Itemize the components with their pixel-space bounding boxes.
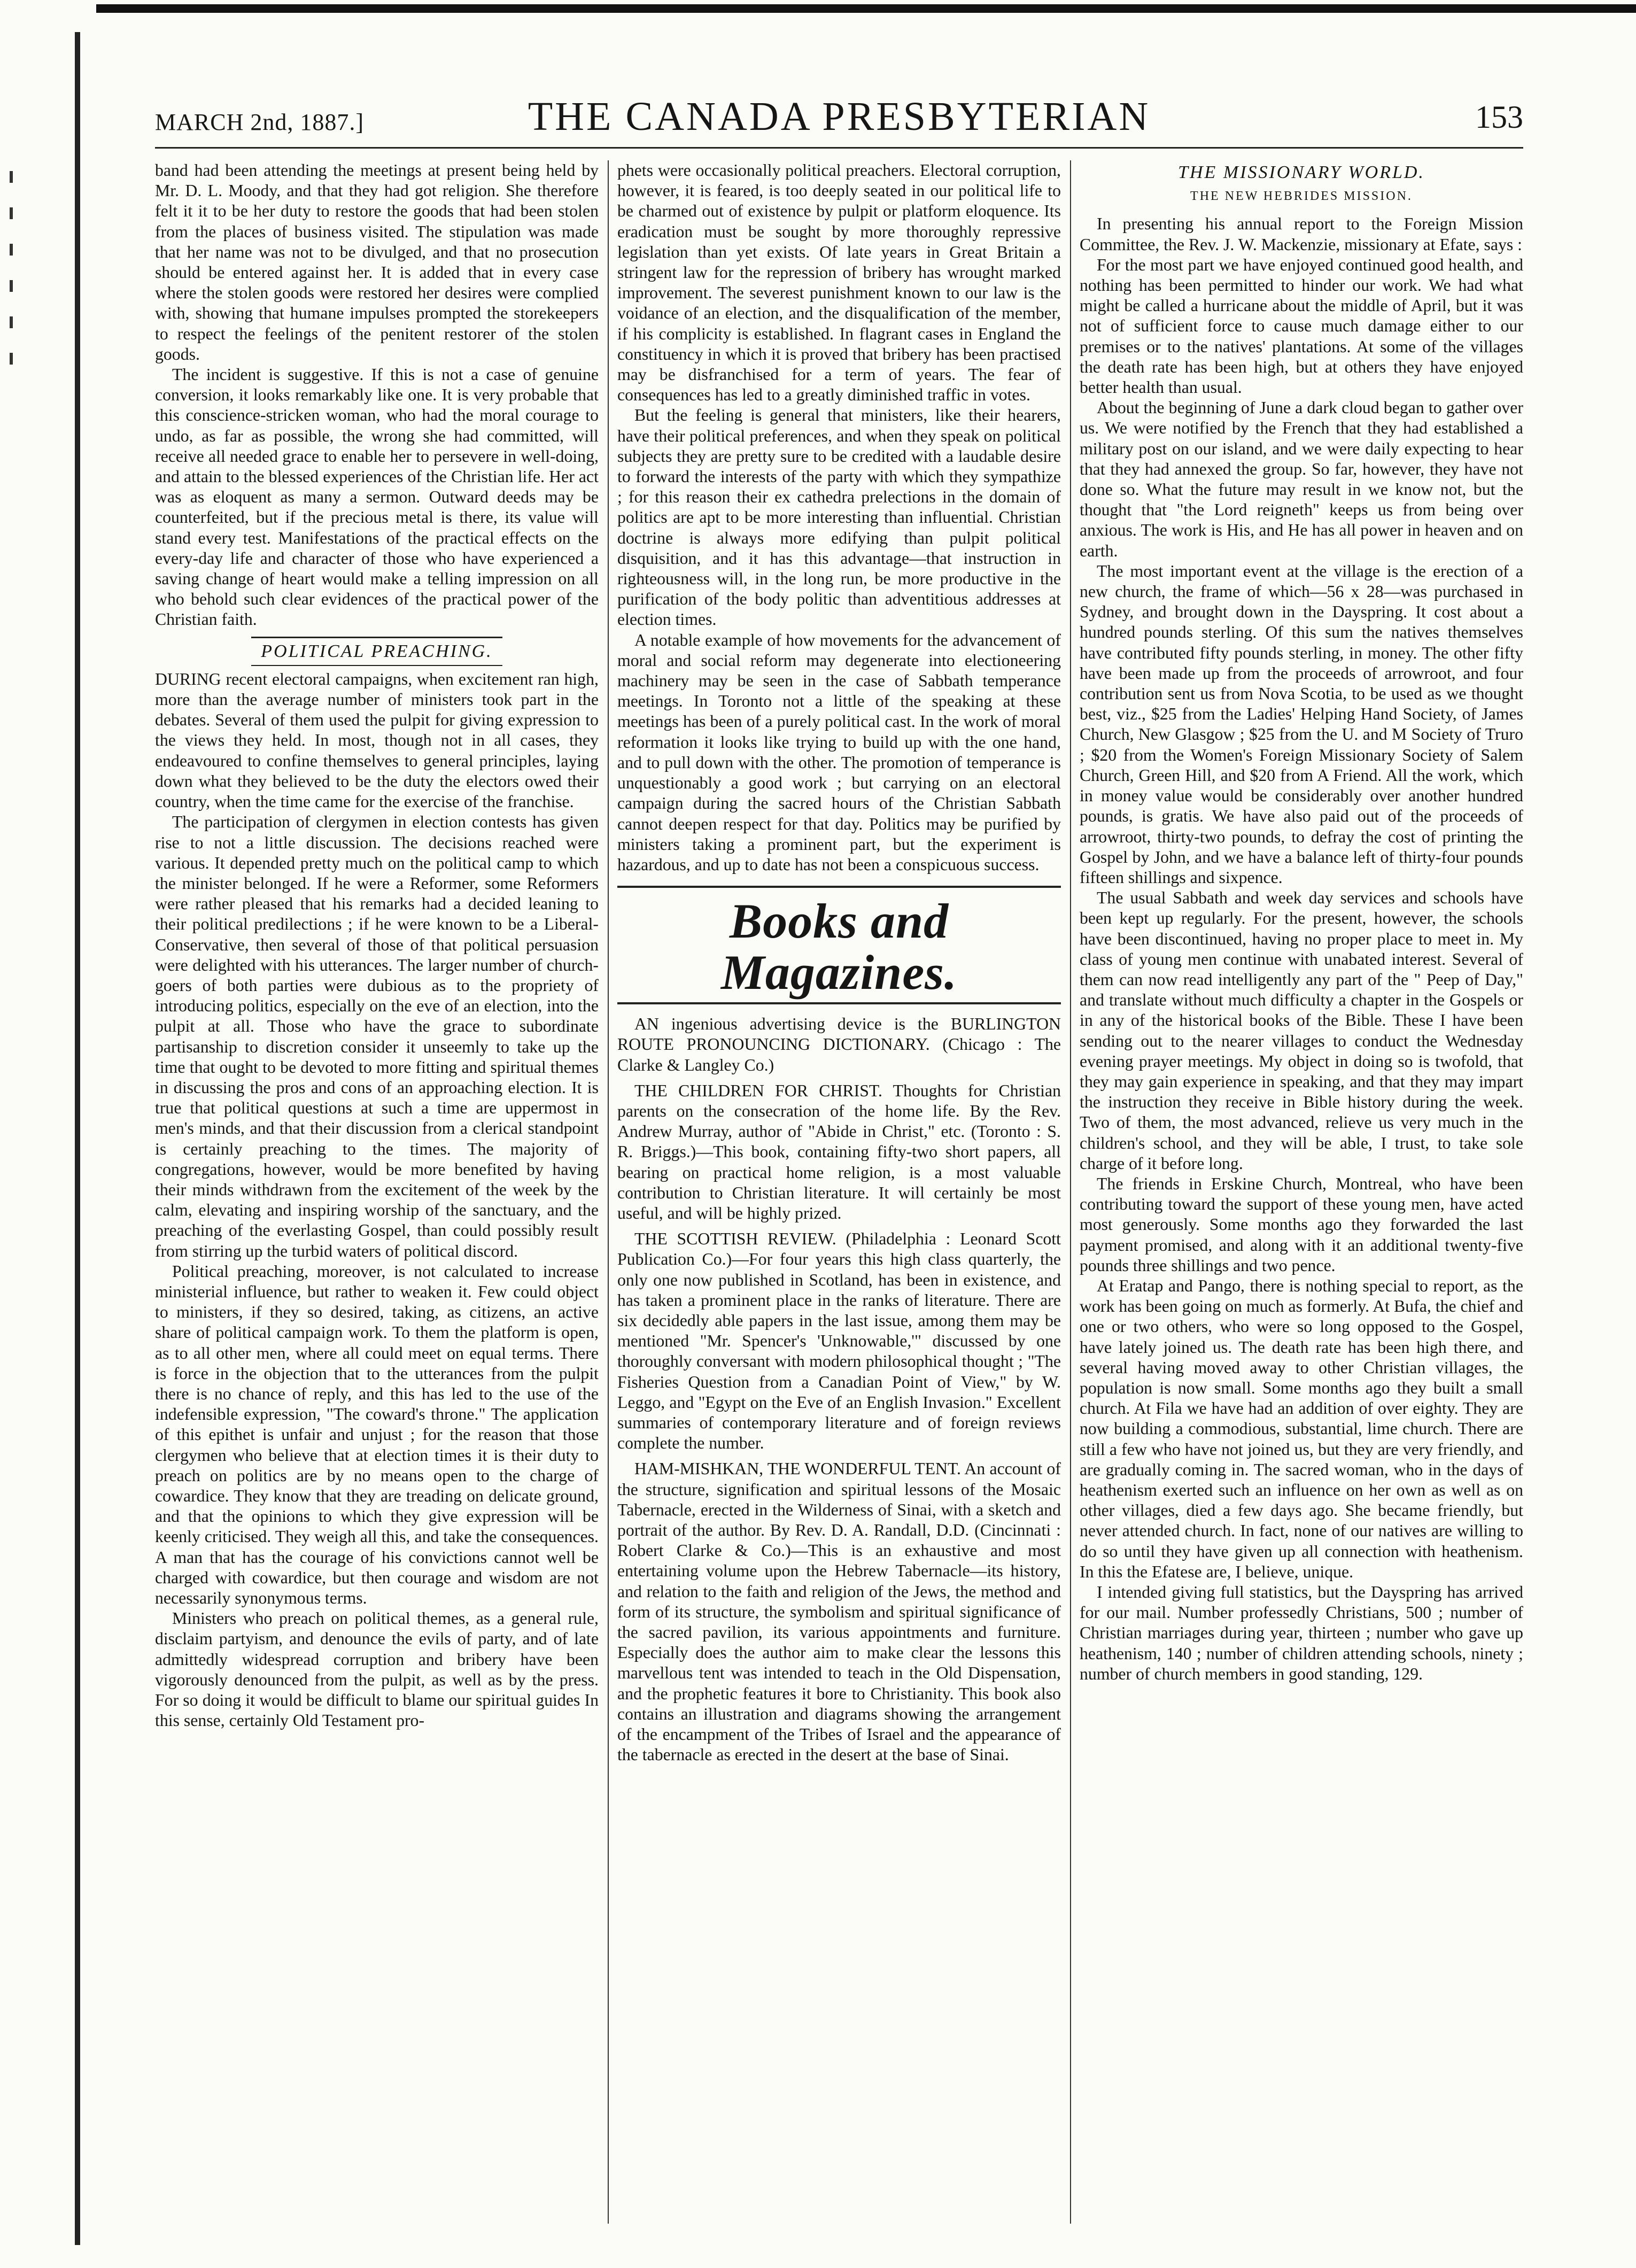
book-notice: HAM-MISHKAN, THE WONDERFUL TENT. An account of the structure, signification and spiritual lessons of the Mosaic Tabernacle, erected in the Wilderness of Sinai, with a sketch and portrait of the author. By Rev. D. A. Randall, D.D. (Cincinnati : Robert Clarke & Co.)—This is an exhaustive and most entertaining volume upon the Hebrew Tabernacle—its history, and relation to the faith and religion of the Jews, the method and form of its structure, the symbolism and spiritual significance of the sacred pavilion, its various appointments and furniture. Especially does the author aim to make clear the lessons this marvellous tent was intended to teach in the Old Dispensation, and the prophetic features it bore to Christianity. This book also contains an illustration and diagrams showing the arrangement of the encampment of the Tribes of Israel and the appearance of the tabernacle as erected in the desert at the base of Sinai. [617,1459,1061,1764]
paragraph: The usual Sabbath and week day services and schools have been kept up regularly. For the present, however, the schools have been discontinued, having no proper place to meet in. My class of young men continue with unabated interest. Several of them can now read intelligently any part of the " Peep of Day," and translate without much difficulty a chapter in the Gospels or in any of the historical books of the Bible. These I have been sending out to the nearer villages to conduct the Wednesday evening prayer meetings. My object in doing so is twofold, that they may gain experience in speaking, and that they may impart the instruction they receive in Bible history during the week. Two of them, the most advanced, relieve us very much in the children's school, and they will be able, I trust, to take sole charge of it before long. [1080,888,1523,1173]
column-rule [608,160,609,2224]
column-3 [1080,160,1523,2224]
paragraph: In presenting his annual report to the Foreign Mission Committee, the Rev. J. W. Mackenzie, missionary at Efate, says : [1080,214,1523,254]
masthead-title: THE CANADA PRESBYTERIAN [528,94,1151,139]
paragraph: phets were occasionally political preachers. Electoral corruption, however, it is feared, is too deeply seated in our political life to be charmed out of existence by pulpit or platform eloquence. Its eradication must be sought by more thoroughly repressive legislation than yet exists. Of late years in Great Britain a stringent law for the repression of bribery has wrought marked improvement. The severest punishment known to our law is the voidance of an election, and the disqualification of the member, if his complicity is established. In flagrant cases in England the constituency in which it is proved that bribery has been practised may be disfranchised for a term of years. The fear of consequences has led to a greatly diminished traffic in votes. [617,161,1061,405]
column-2 [617,160,1061,2224]
paragraph: The participation of clergymen in election contests has given rise to not a little discussion. The decisions reached were various. It depended pretty much on the political camp to which the minister belonged. If he were a Reformer, some Reformers were rather pleased that his remarks had a decided leaning to their political predilections ; if he were known to be a Liberal-Conservative, then several of those of that political persuasion were delighted with his utterances. The larger number of church-goers of both parties were dubious as to the propriety of introducing politics, especially on the eve of an election, into the pulpit at all. Those who have the grace to subordinate partisanship to discretion consider it unseemly to take up the time that ought to be devoted to more fitting and spiritual themes in discussing the pros and cons of an approaching election. It is true that political questions at such a time are uppermost in men's minds, and that their discussion from a clerical standpoint is certainly preaching to the times. The majority of congregations, however, would be more benefited by having their minds withdrawn from the excitement of the week by the calm, elevating and inspiring worship of the sanctuary, and the preaching of the everlasting Gospel, than could possibly result from stirring up the turbid waters of political discord. [155,812,599,1260]
paragraph: The most important event at the village is the erection of a new church, the frame of which—56 x 28—was purchased in Sydney, and brought down in the Dayspring. It cost about a hundred pounds sterling. Of this sum the natives themselves have contributed fifty pounds sterling, in money. The other fifty have been made up from the proceeds of arrowroot, and four contribution sent us from Nova Scotia, to be used as we thought best, viz., $25 from the Ladies' Helping Hand Society, of James Church, New Glasgow ; $25 from the U. and M Society of Truro ; $20 from the Women's Foreign Missionary Society of Salem Church, Green Hill, and $20 from A Friend. All the work, which in money value would be considerably over another hundred pounds, is gratis. We have also paid out of the proceeds of arrowroot, thirty-two pounds, to defray the cost of printing the Gospel by John, and we have a balance left of thirty-four pounds fifteen shillings and sixpence. [1080,561,1523,887]
paragraph: A notable example of how movements for the advancement of moral and social reform may degenerate into electioneering machinery may be seen in the case of Sabbath temperance meetings. In Toronto not a little of the speaking at these meetings has been of a purely political cast. In the work of moral reformation it looks like trying to build up with the one hand, and to pull down with the other. The promotion of temperance is unquestionably a good work ; but carrying on an electoral campaign during the sacred hours of the Christian Sabbath cannot deepen respect for that day. Politics may be purified by ministers taking a prominent part, but the experiment is hazardous, and up to date has not been a conspicuous success. [617,630,1061,874]
column-rule [1070,160,1071,2224]
top-border [96,4,1636,13]
page-header [155,94,1523,142]
paragraph: For the most part we have enjoyed continued good health, and nothing has been permitted to hinder our work. We had what might be called a hurricane about the middle of April, but it was not of sufficient force to cause much damage either to our premises or to the natives' plantations. At some of the villages the death rate has been high, but at others they have enjoyed better health than usual. [1080,255,1523,397]
paragraph: The friends in Erskine Church, Montreal, who have been contributing toward the support of these young men, have acted most generously. Some months ago they forwarded the last payment promised, and along with it an additional twenty-five pounds three shillings and two pence. [1080,1174,1523,1275]
binding-edge [75,32,80,2245]
page-number: 153 [1475,99,1523,135]
book-notice: THE SCOTTISH REVIEW. (Philadelphia : Leonard Scott Publication Co.)—For four years this high class quarterly, the only one now published in Scotland, has been in existence, and has taken a prominent place in the ranks of literature. There are six decidedly able papers in the last issue, among them may be mentioned "Mr. Spencer's 'Unknowable,'" discussed by one thoroughly conversant with modern philosophical thought ; "The Fisheries Question from a Canadian Point of View," by W. Leggo, and "Egypt on the Eve of an English Invasion." Excellent summaries of contemporary literature and of foreign reviews complete the number. [617,1229,1061,1453]
column-1 [155,160,599,2224]
issue-date: MARCH 2nd, 1887.] [155,109,365,135]
paragraph: The incident is suggestive. If this is not a case of genuine conversion, it looks remarkably like one. It is very probable that this conscience-stricken woman, who had the moral courage to undo, as far as possible, the wrong she had committed, will receive all needed grace to enable her to persevere in well-doing, and attain to the blessed experiences of the Christian life. Her act was as eloquent as many a sermon. Outward deeds may be counterfeited, but if the precious metal is there, its value will stand every test. Manifestations of the practical effects on the every-day life and character of those who have experienced a saving change of heart would make a telling impression on all who behold such clear evidences of the practical power of the Christian faith. [155,365,599,629]
paragraph: But the feeling is general that ministers, like their hearers, have their political preferences, and when they speak on political subjects they are pretty sure to be credited with a laudable desire to forward the interests of the party with which they sympathize ; for this reason their ex cathedra prelections in the domain of politics are apt to be more interesting than influential. Christian doctrine is always more edifying than pulpit political disquisition, and it has this advantage—that instruction in righteousness will, in the long run, be more productive in the purification of the body politic than adventitious addresses at election times. [617,406,1061,629]
paragraph: About the beginning of June a dark cloud began to gather over us. We were notified by the French that they had established a military post on our island, and we were daily expecting to hear that they had annexed the group. So far, however, they have not done so. What the future may result in we know not, but the thought that "the Lord reigneth" keeps us from being over anxious. The work is His, and He has all power in heaven and on earth. [1080,398,1523,560]
section-subheading: THE NEW HEBRIDES MISSION. [1190,189,1413,204]
margin-marks [10,171,31,389]
section-heading-books-magazines: Books and Magazines. [617,886,1061,1004]
section-heading-political-preaching: POLITICAL PREACHING. [261,641,493,661]
paragraph: At Eratap and Pango, there is nothing special to report, as the work has been going on much as formerly. At Bufa, the chief and one or two others, who were so long opposed to the Gospel, have lately joined us. The death rate has been high there, and several having moved away to other Christian villages, the population is now small. Some months ago they built a small church. At Fila we have had an addition of over eighty. They are now building a commodious, substantial, lime church. There are still a few who have not joined us, but they are very friendly, and are gradually coming in. The sacred woman, who in the days of heathenism exerted such an influence on her own as well as on other villages, died a few days ago. She became friendly, but never attended church. In fact, none of our natives are willing to do so until they have given up all connection with heathenism. In this the Efatese are, I believe, unique. [1080,1276,1523,1581]
paragraph: band had been attending the meetings at present being held by Mr. D. L. Moody, and that they had got religion. She therefore felt it it to be her duty to restore the goods that had been stolen from the places of business visited. The stipulation was made that her name was not to be divulged, and that no prosecution should be entered against her. It is added that in every case where the stolen goods were restored her desires were complied with, showing that humane impulses prompted the storekeepers to respect the feelings of the penitent restorer of the stolen goods. [155,161,599,363]
book-notice: AN ingenious advertising device is the BURLINGTON ROUTE PRONOUNCING DICTIONARY. (Chicago : The Clarke & Langley Co.) [617,1015,1061,1074]
section-heading-missionary-world: THE MISSIONARY WORLD. [1178,162,1425,182]
paragraph: I intended giving full statistics, but the Dayspring has arrived for our mail. Number professedly Christians, 500 ; number of Christian marriages during year, thirteen ; number who gave up heathenism, 140 ; number of children attending schools, ninety ; number of church members in good standing, 129. [1080,1583,1523,1683]
book-notice: THE CHILDREN FOR CHRIST. Thoughts for Christian parents on the consecration of the home life. By the Rev. Andrew Murray, author of "Abide in Christ," etc. (Toronto : S. R. Briggs.)—This book, containing fifty-two short papers, all bearing on practical home religion, is a most valuable contribution to Christian literature. It will certainly be most useful, and will be highly prized. [617,1081,1061,1222]
section-rule [251,637,502,638]
paragraph: Ministers who preach on political themes, as a general rule, disclaim partyism, and denounce the evils of party, and of late admittedly widespread corruption and bribery have been vigorously denounced from the pulpit, as well as by the press. For so doing it would be difficult to blame our spiritual guides In this sense, certainly Old Testament pro- [155,1609,599,1730]
section-rule [251,665,502,666]
paragraph: DURING recent electoral campaigns, when excitement ran high, more than the average number of ministers took part in the debates. Several of them used the pulpit for giving expression to the views they held. In most, though not in all cases, they endeavoured to confine themselves to general principles, laying down what they believed to be the duty the electors owed their country, when the time came for the exercise of the franchise. [155,669,599,811]
paragraph: Political preaching, moreover, is not calculated to increase ministerial influence, but rather to weaken it. Few could object to ministers, if they so desired, taking, as citizens, an active share of political campaign work. To them the platform is open, as to all other men, where all could meet on equal terms. There is force in the objection that to the utterances from the pulpit there is no chance of reply, and this has led to the use of the indefensible expression, "The coward's throne." The application of this epithet is unfair and unjust ; for the reason that those clergymen who believe that at election times it is their duty to preach on politics are by no means open to the charge of cowardice. They know that they are treading on delicate ground, and that the opinions to which they give expression will be keenly criticised. They weigh all this, and take the consequences. A man that has the courage of his convictions cannot well be charged with cowardice, but then courage and wisdom are not necessarily synonymous terms. [155,1261,599,1608]
header-rule [155,147,1523,149]
